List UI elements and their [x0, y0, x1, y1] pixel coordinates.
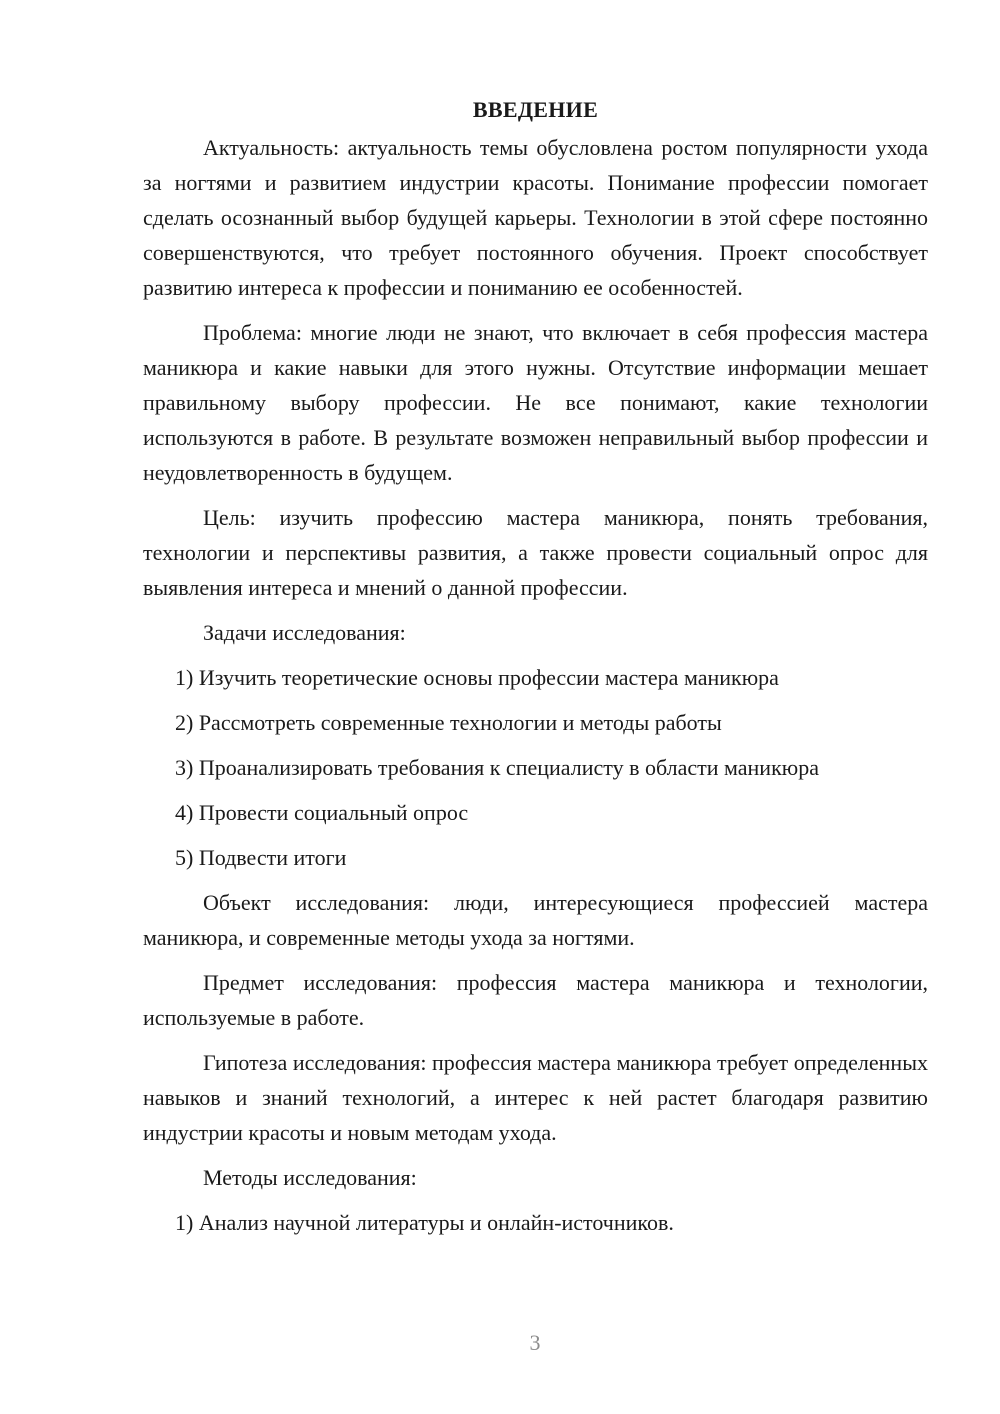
method-item: 1) Анализ научной литературы и онлайн-источников.: [175, 1210, 674, 1235]
subject-paragraph: Предмет исследования: профессия мастера маникюра и технологии, используемые в работе.: [143, 970, 928, 1030]
hypothesis-paragraph: Гипотеза исследования: профессия мастера маникюра требует определенных навыков и знаний технологий, а интерес к ней растет благодаря развитию индустрии красоты и новым методам ухода.: [143, 1050, 928, 1145]
page-title: ВВЕДЕНИЕ: [472, 97, 599, 122]
methods-label: Методы исследования:: [203, 1165, 417, 1190]
methods-list: [143, 1205, 928, 1240]
problem-paragraph: Проблема: многие люди не знают, что включает в себя профессия мастера маникюра и какие навыки для этого нужны. Отсутствие информации мешает правильному выбору профессии. Не все понимают, какие технологии используются в работе. В результате возможен неправильный выбор профессии и неудовлетворенность в будущем.: [143, 320, 928, 485]
tasks-list: [143, 660, 928, 875]
task-item: 4) Провести социальный опрос: [175, 800, 469, 825]
object-paragraph: Объект исследования: люди, интересующиеся профессией мастера маникюра, и современные методы ухода за ногтями.: [143, 890, 928, 950]
tasks-label: Задачи исследования:: [203, 620, 406, 645]
page-number: 3: [529, 1330, 541, 1355]
task-item: 2) Рассмотреть современные технологии и методы работы: [175, 710, 722, 735]
task-item: 5) Подвести итоги: [175, 845, 347, 870]
goal-paragraph: Цель: изучить профессию мастера маникюра, понять требования, технологии и перспективы развития, а также провести социальный опрос для выявления интереса и мнений о данной профессии.: [143, 505, 928, 600]
task-item: 1) Изучить теоретические основы профессии мастера маникюра: [175, 665, 779, 690]
task-item: 3) Проанализировать требования к специалисту в области маникюра: [175, 755, 819, 780]
relevance-paragraph: Актуальность: актуальность темы обусловлена ростом популярности ухода за ногтями и развитием индустрии красоты. Понимание профессии помогает сделать осознанный выбор будущей карьеры. Технологии в этой сфере постоянно совершенствуются, что требует постоянного обучения. Проект способствует развитию интереса к профессии и пониманию ее особенностей.: [143, 135, 928, 300]
document-page: [143, 95, 928, 1250]
